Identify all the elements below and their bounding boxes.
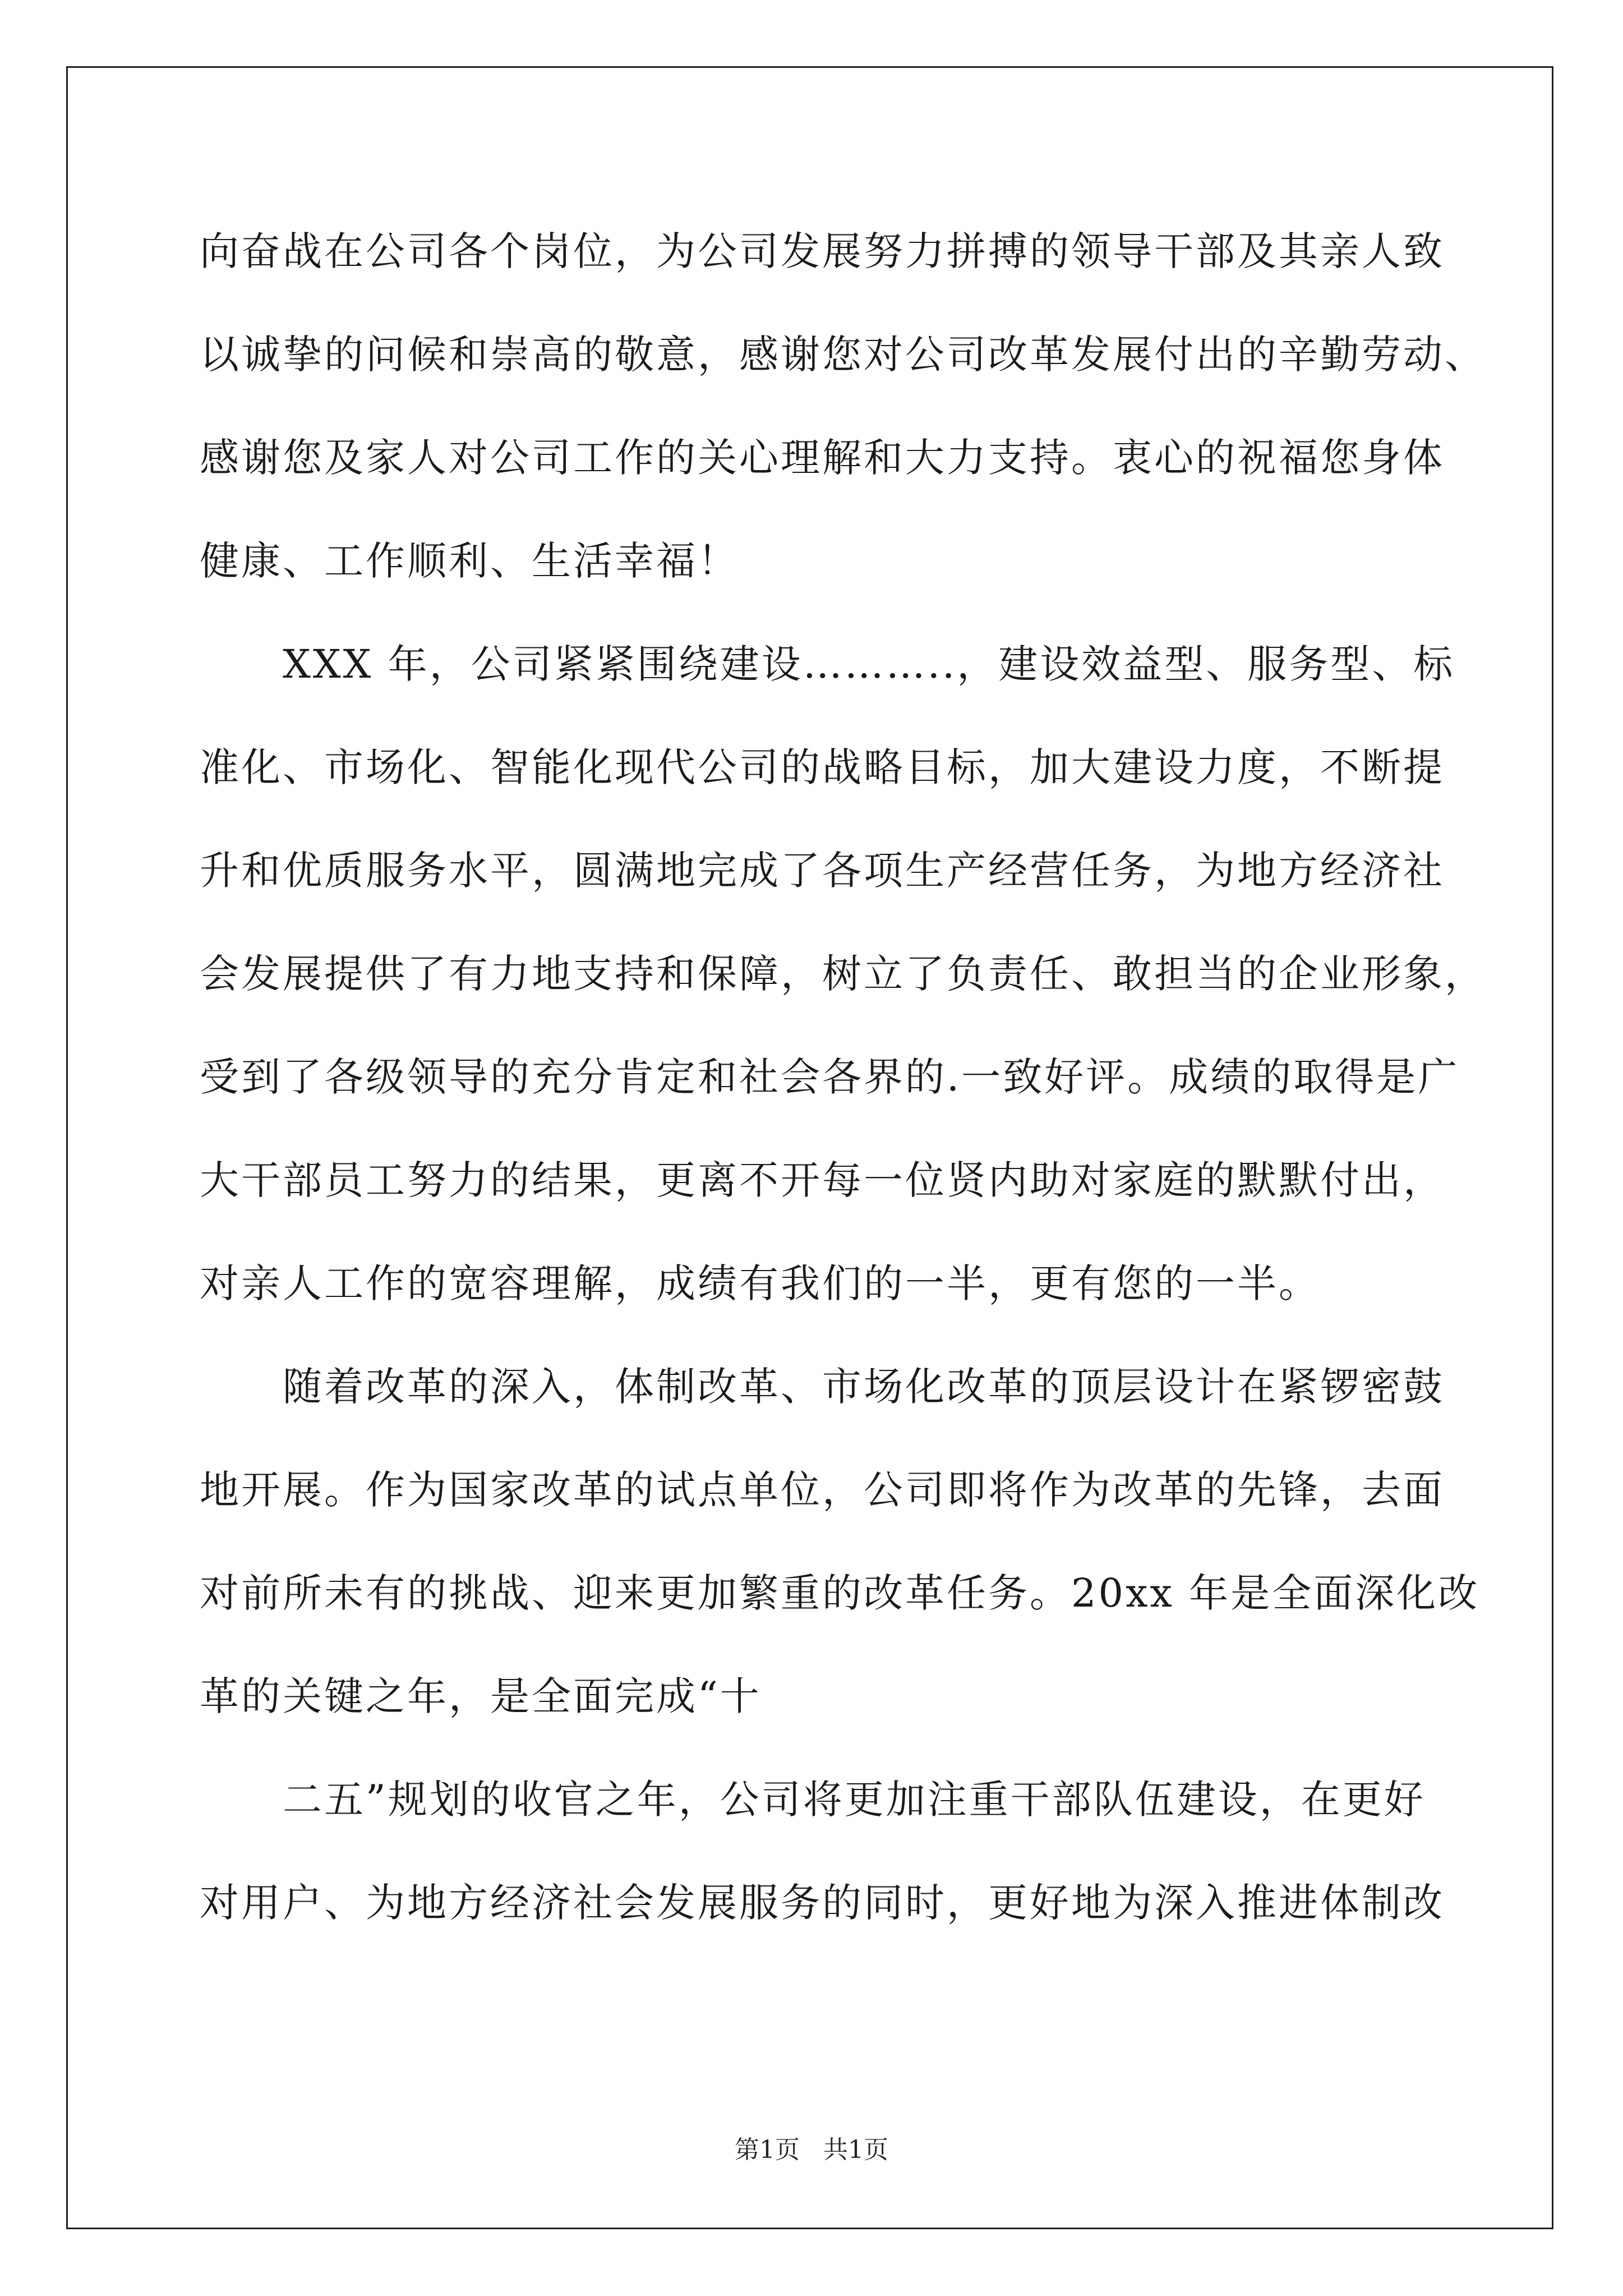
text-line: XXX 年，公司紧紧围绕建设………..，建设效益型、服务型、标 (283, 641, 1455, 687)
text-line: 地开展。作为国家改革的试点单位，公司即将作为改革的先锋，去面 (200, 1467, 1445, 1513)
text-line: 会发展提供了有力地支持和保障，树立了负责任、敢担当的企业形象， (200, 951, 1486, 997)
text-line: 以诚挚的问候和崇高的敬意，感谢您对公司改革发展付出的辛勤劳动、 (200, 332, 1486, 378)
text-line: 对用户、为地方经济社会发展服务的同时，更好地为深入推进体制改 (200, 1880, 1445, 1926)
text-line: 对亲人工作的宽容理解，成绩有我们的一半，更有您的一半。 (200, 1260, 1320, 1306)
text-line: 革的关键之年，是全面完成“十 (200, 1673, 762, 1719)
text-line: 受到了各级领导的充分肯定和社会各界的.一致好评。成绩的取得是广 (200, 1054, 1460, 1100)
text-line: 对前所未有的挑战、迎来更加繁重的改革任务。20xx 年是全面深化改 (200, 1570, 1480, 1616)
text-line: 升和优质服务水平，圆满地完成了各项生产经营任务，为地方经济社 (200, 848, 1445, 894)
text-line: 随着改革的深入，体制改革、市场化改革的顶层设计在紧锣密鼓 (283, 1364, 1445, 1410)
text-line: 准化、市场化、智能化现代公司的战略目标，加大建设力度，不断提 (200, 744, 1445, 790)
text-line: 健康、工作顺利、生活幸福！ (200, 538, 739, 584)
text-line: 大干部员工努力的结果，更离不开每一位贤内助对家庭的默默付出， (200, 1157, 1445, 1203)
text-line: 感谢您及家人对公司工作的关心理解和大力支持。衷心的祝福您身体 (200, 435, 1445, 481)
page-number-footer: 第1页 共1页 (735, 2136, 888, 2164)
text-line: 二五”规划的收官之年，公司将更加注重干部队伍建设，在更好 (283, 1777, 1426, 1823)
text-line: 向奋战在公司各个岗位，为公司发展努力拼搏的领导干部及其亲人致 (200, 228, 1445, 274)
